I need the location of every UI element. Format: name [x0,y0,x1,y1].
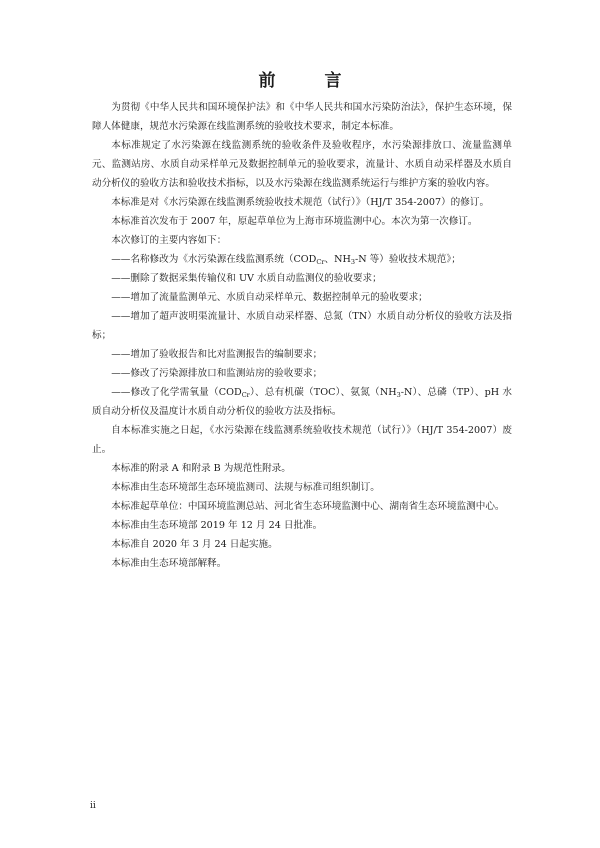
paragraph: 本标准规定了水污染源在线监测系统的验收条件及验收程序，水污染源排放口、流量监测单元、监测站房、水质自动采样单元及数据控制单元的验收要求，流量计、水质自动采样器及水质自动分析仪的验收方法和验收技术指标，以及水污染源在线监测系统运行与维护方案的验收内容。 [92,140,512,189]
page-title: 前 言 [258,71,358,91]
paragraph: 本标准首次发布于 2007 年，原起草单位为上海市环境监测中心。本次为第一次修订。 [111,216,478,227]
paragraph: ——删除了数据采集传输仪和 UV 水质自动监测仪的验收要求； [111,273,382,284]
paragraph: 为贯彻《中华人民共和国环境保护法》和《中华人民共和国水污染防治法》，保护生态环境，保障人体健康，规范水污染源在线监测系统的验收技术要求，制定本标准。 [92,102,512,132]
paragraph: 本标准由生态环境部解释。 [111,558,227,569]
paragraph: 本次修订的主要内容如下： [111,235,227,246]
paragraph: ——增加了超声波明渠流量计、水质自动采样器、总氮（TN）水质自动分析仪的验收方法及指标； [92,311,512,341]
paragraph: 自本标准实施之日起，《水污染源在线监测系统验收技术规范（试行）》（HJ/T 354-2007）废止。 [92,425,512,455]
paragraph: ——修改了化学需氧量$(COD_{Cr})$、总有机碳（TOC）、氨氮$(NH_3-N)$、总磷（TP）、pH 水质自动分析仪及温度计水质自动分析仪的验收方法及指标。 [92,387,513,417]
paragraph: ——名称修改为《水污染源在线监测系统（$COD_{Cr}$、$NH_3-N$ 等）验收技术规范》； [111,254,461,266]
paragraph: 本标准的附录 A 和附录 B 为规范性附录。 [111,463,291,474]
paragraph: ——增加了验收报告和比对监测报告的编制要求； [111,349,323,360]
page-number: ii [90,801,96,811]
paragraph: 本标准起草单位：中国环境监测总站、河北省生态环境监测中心、湖南省生态环境监测中心。 [111,501,505,512]
paragraph: ——增加了流量监测单元、水质自动采样单元、数据控制单元的验收要求； [111,292,428,303]
paragraph: 本标准由生态环境部生态环境监测司、法规与标准司组织制订。 [111,482,380,493]
paragraph: ——修改了污染源排放口和监测站房的验收要求； [111,368,323,379]
document-body [92,98,512,573]
paragraph: 本标准由生态环境部 2019 年 12 月 24 日批准。 [111,520,323,531]
paragraph: 本标准自 2020 年 3 月 24 日起实施。 [111,539,278,550]
paragraph: 本标准是对《水污染源在线监测系统验收技术规范（试行）》（HJ/T 354-2007）的修订。 [111,197,490,208]
